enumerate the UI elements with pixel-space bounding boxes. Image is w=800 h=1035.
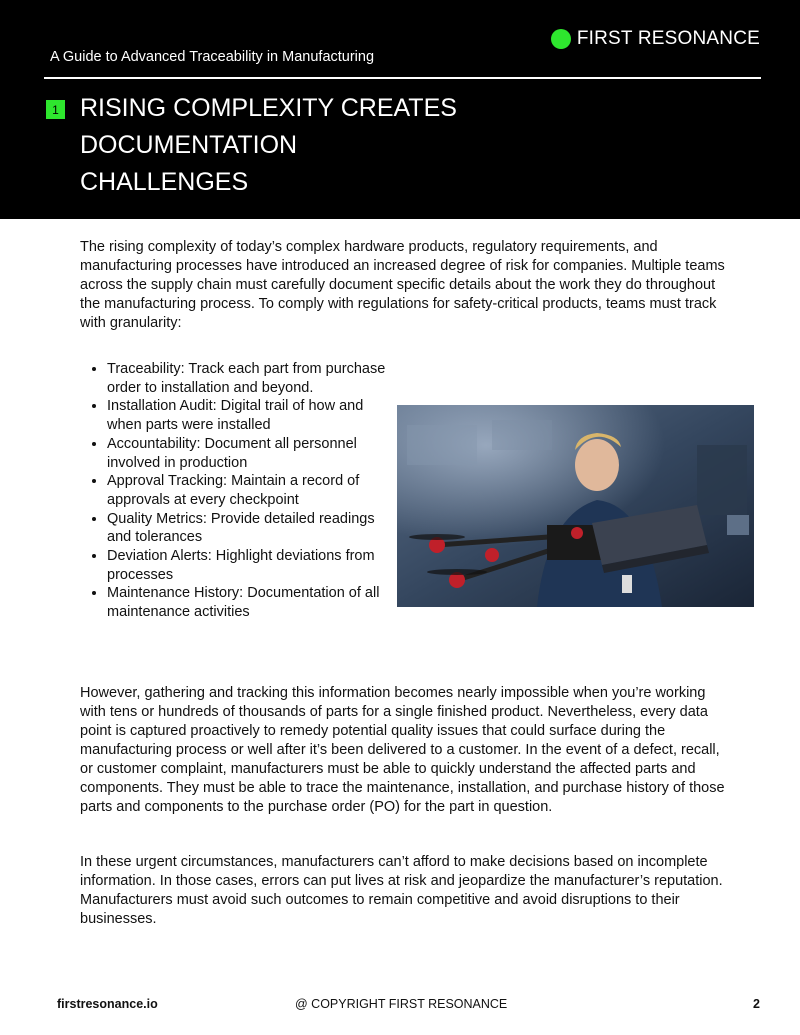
section-title (80, 90, 457, 201)
list-item: • Installation Audit: Digital trail of how and when parts were installed (107, 397, 397, 434)
section-title-line: RISING COMPLEXITY CREATES (80, 94, 457, 122)
list-item: • Approval Tracking: Maintain a record of approvals at every checkpoint (107, 472, 397, 509)
brand-logo (551, 28, 760, 50)
problem-paragraph: However, gathering and tracking this information becomes nearly impossible when you’re working with tens or hundreds of thousands of parts for a single finished product. Nevertheless, every data point is captured proactively to remedy potential quality issues that could surface during the manufacturing process or well after it’s been delivered to a customer. In the event of a defect, recall, or customer complaint, manufacturers must be able to quickly understand the affected parts and components. They must be able to trace the maintenance, installation, and purchase history of those parts and components to the purchase order (PO) for the part in question. (80, 685, 725, 815)
list-item: • Quality Metrics: Provide detailed readings and tolerances (107, 510, 397, 547)
list-item: • Traceability: Track each part from purchase order to installation and beyond. (107, 360, 397, 397)
section-title-line: CHALLENGES (80, 168, 249, 196)
page-header (0, 0, 800, 219)
tracking-requirements-list (80, 360, 397, 622)
consequences-paragraph: In these urgent circumstances, manufacturers can’t afford to make decisions based on incomplete information. In those cases, errors can put lives at risk and jeopardize the manufacturer’s reputation. Manufacturers must avoid such outcomes to remain competitive and avoid disruptions to their businesses. (80, 854, 723, 927)
brand-dot-icon (551, 29, 571, 49)
section-number-badge: 1 (46, 100, 65, 119)
page-number: 2 (753, 997, 760, 1011)
engineer-with-drone-photo (397, 405, 754, 607)
footer-site-link[interactable]: firstresonance.io (57, 997, 158, 1011)
list-item: • Deviation Alerts: Highlight deviations from processes (107, 547, 397, 584)
intro-paragraph: The rising complexity of today’s complex hardware products, regulatory requirements, and manufacturing processes have introduced an increased degree of risk for companies. Multiple teams across the supply chain must carefully document specific details about the work they do throughout the manufacturing process. To comply with regulations for safety-critical products, teams must track with granularity: (80, 239, 725, 331)
list-item: • Accountability: Document all personnel involved in production (107, 435, 397, 472)
guide-title: A Guide to Advanced Traceability in Manufacturing (50, 49, 375, 65)
brand-name: FIRST RESONANCE (576, 28, 760, 49)
section-title-line: DOCUMENTATION (80, 131, 298, 159)
list-item: • Maintenance History: Documentation of all maintenance activities (107, 584, 397, 621)
header-divider (44, 77, 761, 79)
footer-copyright: @ COPYRIGHT FIRST RESONANCE (295, 997, 508, 1011)
